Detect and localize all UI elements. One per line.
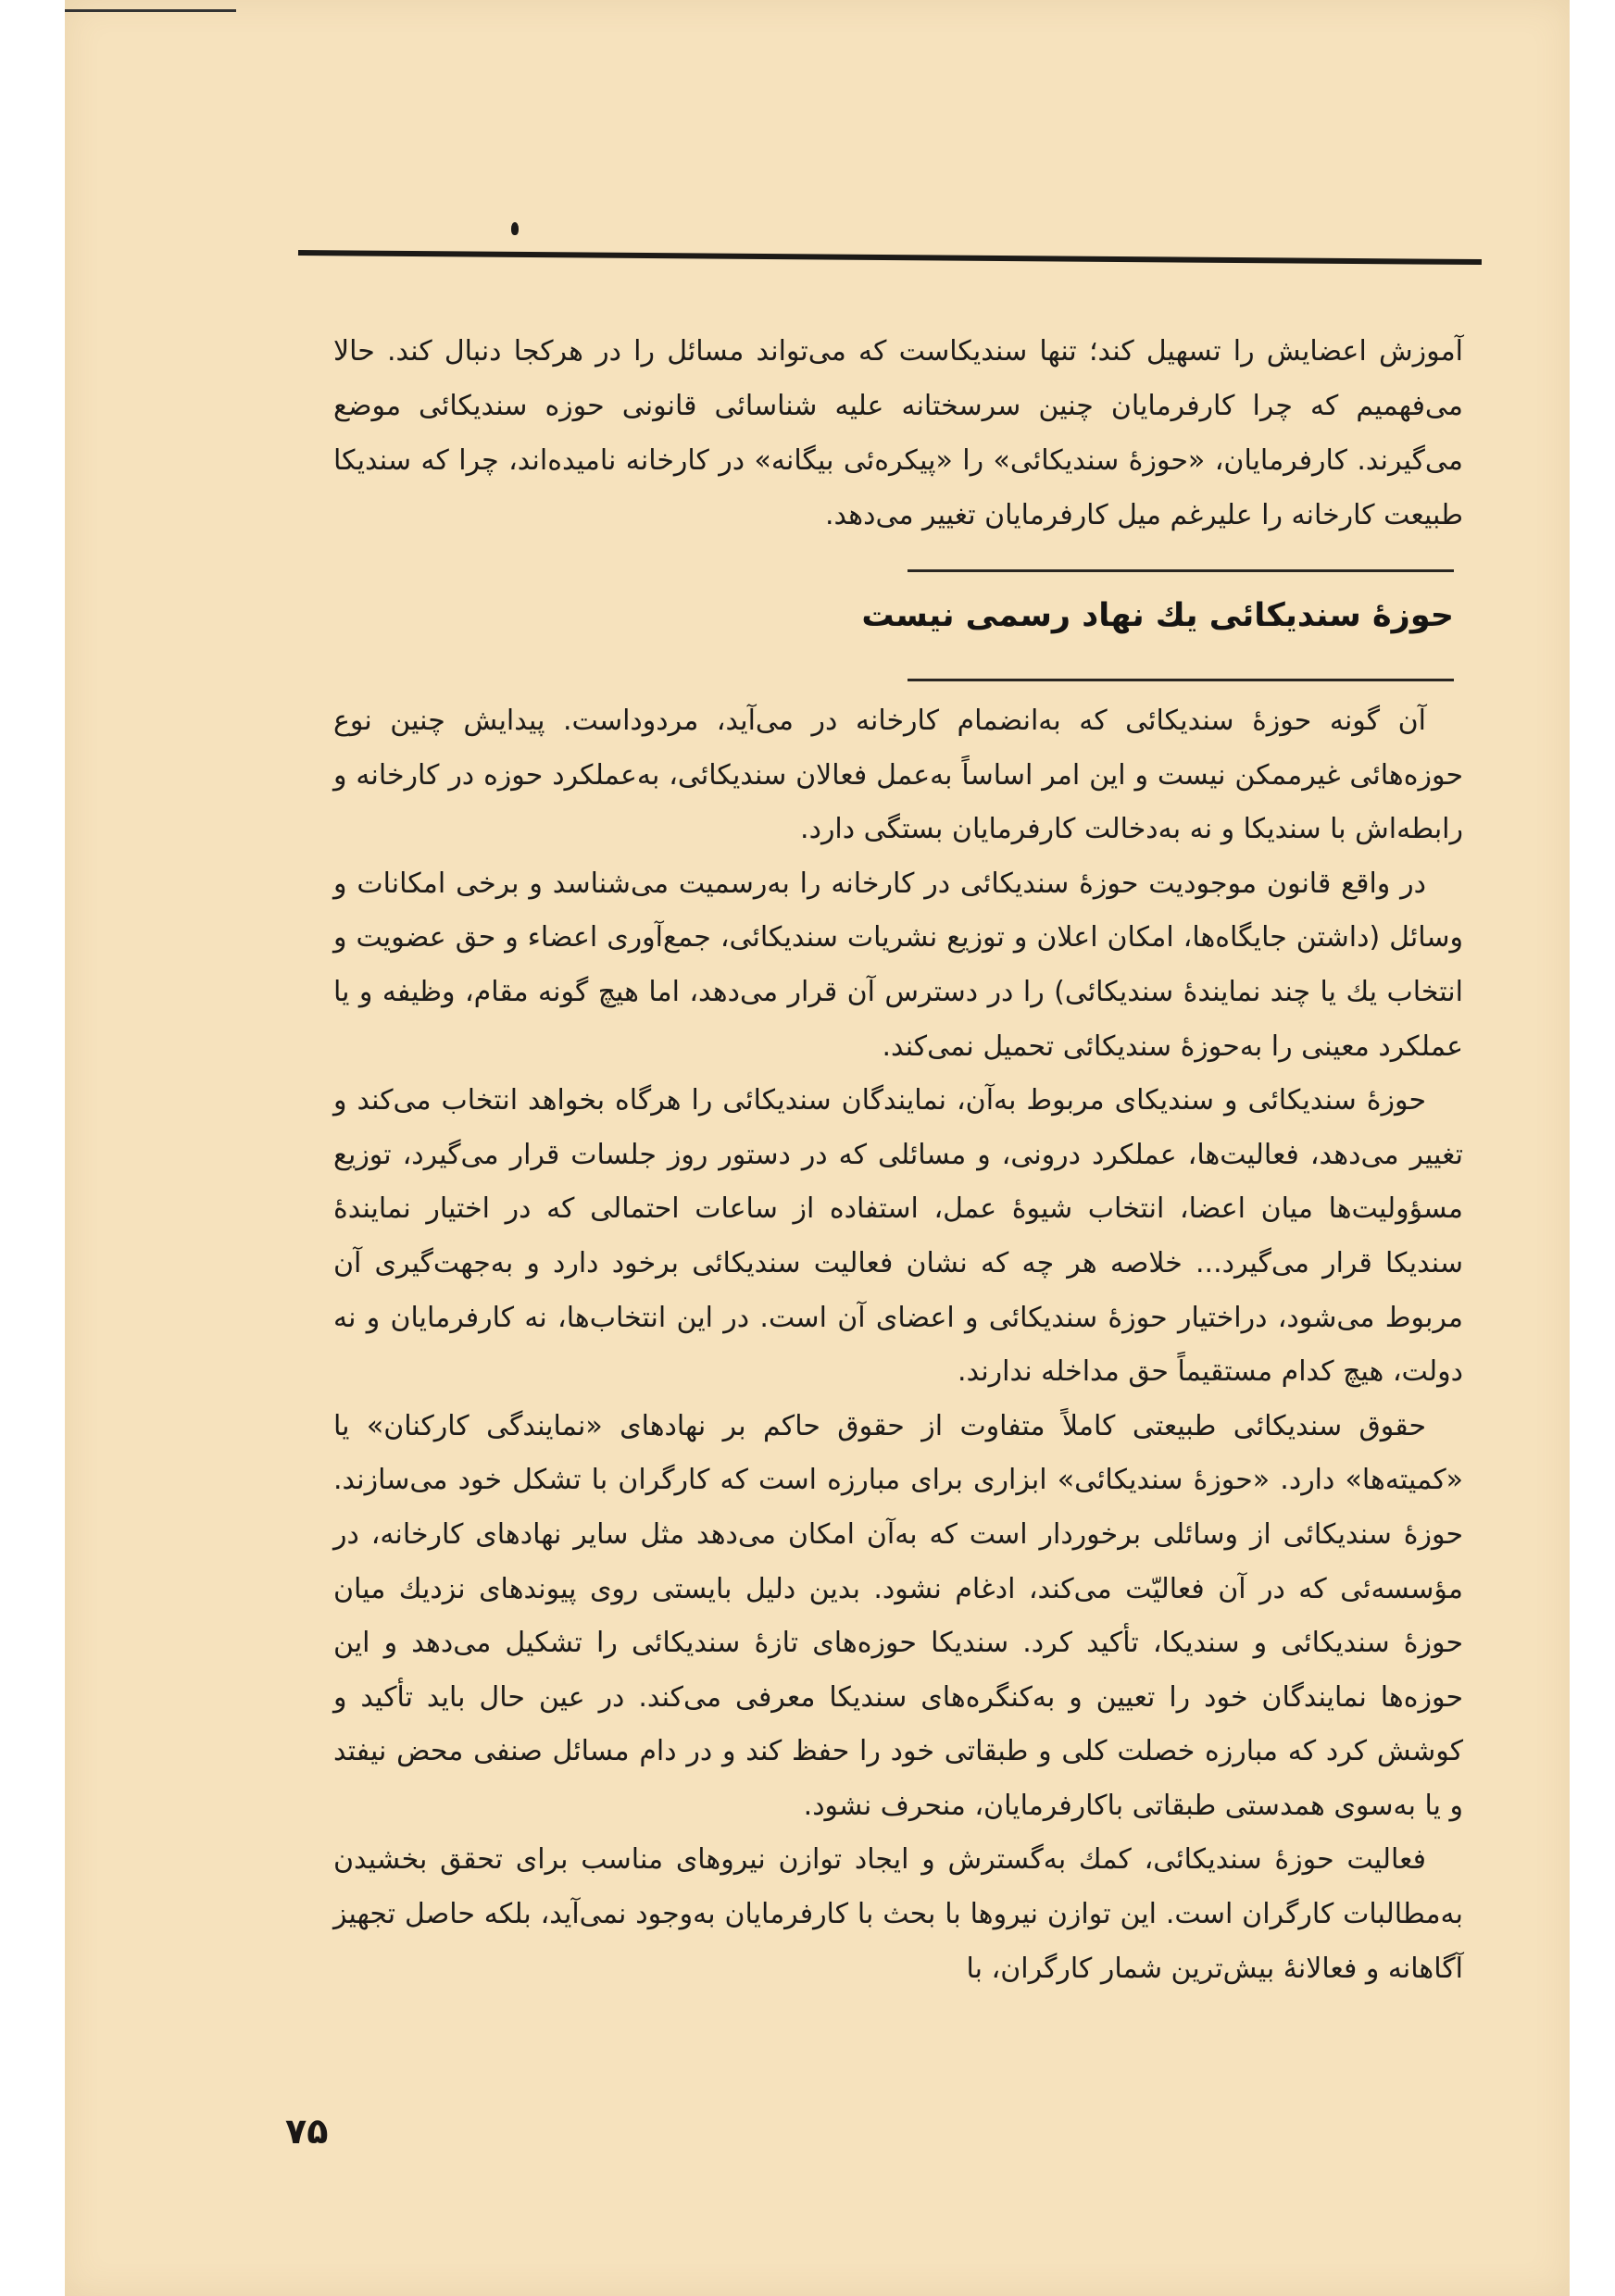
paragraph-1: آن گونه حوزهٔ سندیکائی که به‌انضمام کارخانه در می‌آید، مردوداست. پیدایش چنین نوع حوزه‌هائی غیرممکن نیست و این امر اساساً به‌عمل فعالان سندیکائی، به‌عملکرد حوزه در کارخانه و رابطه‌اش با سندیکا و نه به‌دخالت کارفرمایان بستگی دارد. [333,705,1463,846]
page-number: ۷۵ [285,2111,329,2152]
section-heading: حوزهٔ سندیکائی یك نهاد رسمی نیست [861,597,1454,634]
paragraph-4: حقوق سندیکائی طبیعتی کاملاً متفاوت از حقوق حاکم بر نهادهای «نمایندگی کارکنان» یا «کمیته‌ها» دارد. «حوزهٔ سندیکائی» ابزاری برای مبارزه است که کارگران با تشکل خود می‌سازند. حوزهٔ سندیکائی از وسائلی برخوردار است که به‌آن امکان می‌دهد مثل سایر نهادهای کارخانه، در مؤسسه‌ئی که در آن فعالیّت می‌کند، ادغام نشود. بدین دلیل بایستی روی پیوندهای نزدیك میان حوزهٔ سندیکائی و سندیکا، تأکید کرد. سندیکا حوزه‌های تازهٔ سندیکائی را تشکیل می‌دهد و این حوزه‌ها نمایندگان خود را تعیین و به‌کنگره‌های سندیکا معرفی می‌کند. در عین حال باید تأکید و کوشش کرد که مبارزه خصلت کلی و طبقاتی خود را حفظ کند و در دام مسائل صنفی محض نیفتد و یا به‌سوی همدستی طبقاتی باکارفرمایان، منحرف نشود. [333,1409,1463,1822]
paragraph-5: فعالیت حوزهٔ سندیکائی، کمك به‌گسترش و ایجاد توازن نیروهای مناسب برای تحقق بخشیدن به‌مطالبات کارگران است. این توازن نیروها با بحث با کارفرمایان به‌وجود نمی‌آید، بلکه حاصل تجهیز آگاهانه و فعالانهٔ بیش‌ترین شمار کارگران، با [333,1843,1463,1985]
intro-paragraph: آموزش اعضایش را تسهیل کند؛ تنها سندیکاست که می‌تواند مسائل را در هرکجا دنبال کند. حالا می‌فهمیم که چرا کارفرمایان چنین سرسختانه علیه شناسائی قانونی حوزه سندیکائی موضع می‌گیرند. کارفرمایان، «حوزهٔ سندیکائی» را «پیکره‌ئی بیگانه» در کارخانه نامیده‌اند، چرا که سندیکا طبیعت کارخانه را علیرغم میل کارفرمایان تغییر می‌دهد. [333,335,1463,531]
corner-rule [65,9,236,12]
paragraph-2: در واقع قانون موجودیت حوزهٔ سندیکائی در کارخانه را به‌رسمیت می‌شناسد و برخی امکانات و وسائل (داشتن جایگاه‌ها، امکان اعلان و توزیع نشریات سندیکائی، جمع‌آوری اعضاء و حق عضویت و انتخاب یك یا چند نمایندهٔ سندیکائی) را در دسترس آن قرار می‌دهد، اما هیچ گونه مقام، وظیفه و یا عملکرد معینی را به‌حوزهٔ سندیکائی تحمیل نمی‌کند. [333,867,1463,1063]
scan-margin [0,0,65,2296]
body-text [333,694,1463,1996]
paragraph-3: حوزهٔ سندیکائی و سندیکای مربوط به‌آن، نمایندگان سندیکائی را هرگاه بخواهد انتخاب می‌کند و تغییر می‌دهد، فعالیت‌ها، عملکرد درونی، و مسائلی که در دستور روز جلسات قرار می‌گیرد، توزیع مسؤولیت‌ها میان اعضا، انتخاب شیوهٔ عمل، استفاده از ساعات احتمالی که در اختیار نمایندهٔ سندیکا قرار می‌گیرد... خلاصه هر چه که نشان فعالیت سندیکائی برخود دارد و به‌جهت‌گیری آن مربوط می‌شود، دراختیار حوزهٔ سندیکائی و اعضای آن است. در این انتخاب‌ها، نه کارفرمایان و نه دولت، هیچ کدام مستقیماً حق مداخله ندارند. [333,1084,1463,1389]
section-rule-top [908,569,1454,572]
section-rule-bottom [908,679,1454,681]
ink-mark [511,222,519,235]
